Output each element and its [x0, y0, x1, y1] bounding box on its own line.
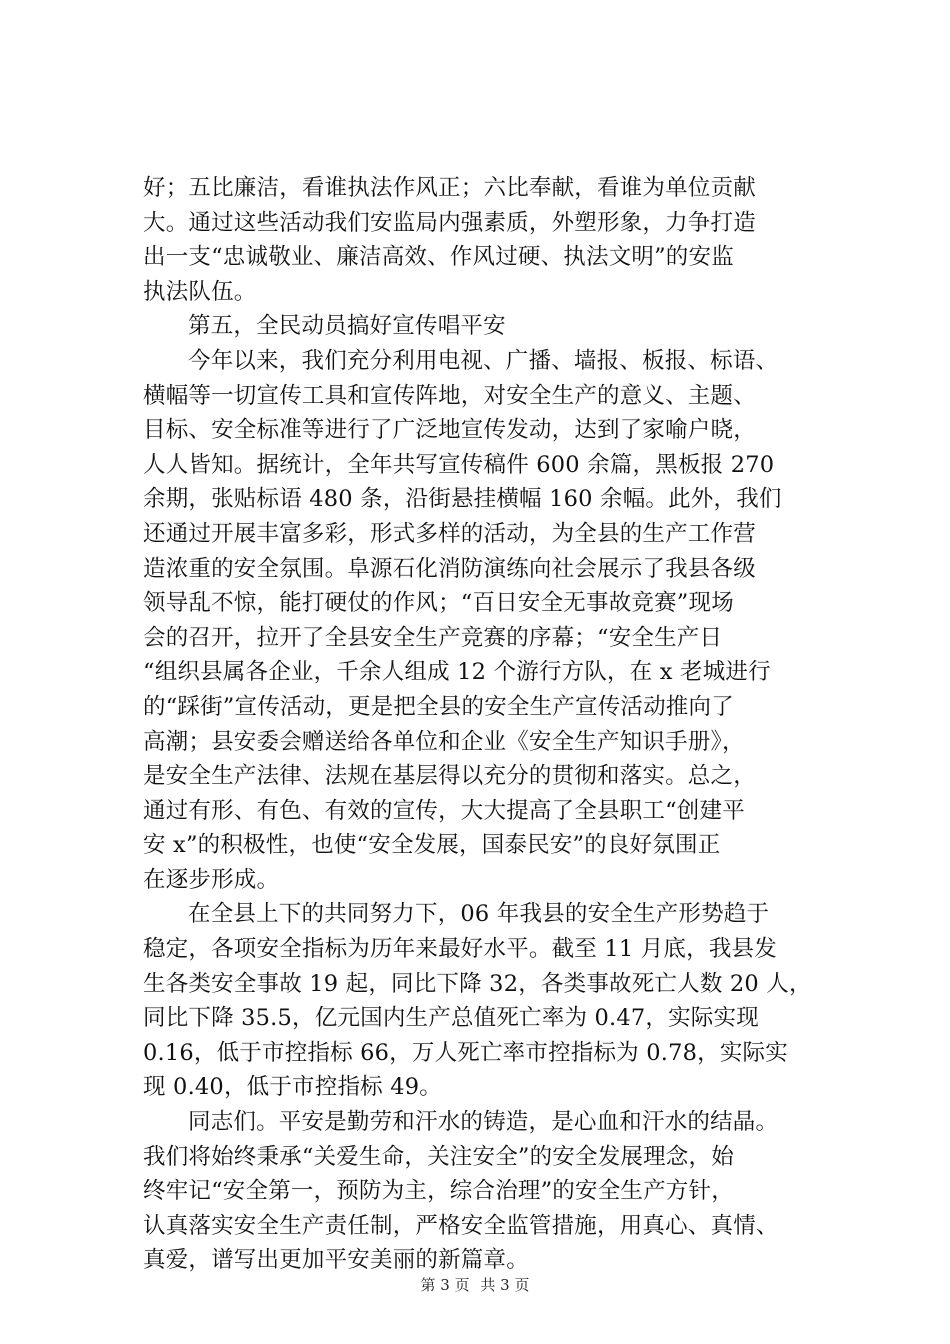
text-line: 是安全生产法律、法规在基层得以充分的贯彻和落实。总之，: [143, 763, 756, 790]
paragraph-start-line: 今年以来，我们充分利用电视、广播、墙报、板报、标语、: [188, 347, 779, 374]
paragraph-start-line: 同志们。平安是勤劳和汗水的铸造，是心血和汗水的结晶。: [188, 1109, 779, 1136]
text-line: 安 x”的积极性，也使“安全发展，国泰民安”的良好氛围正: [143, 832, 721, 859]
text-line: 会的召开，拉开了全县安全生产竞赛的序幕；“安全生产日: [143, 624, 723, 651]
text-line: 横幅等一切宣传工具和宣传阵地，对安全生产的意义、主题、: [143, 382, 756, 409]
text-line: 好；五比廉洁，看谁执法作风正；六比奉献，看谁为单位贡献: [143, 175, 756, 201]
text-line: 生各类安全事故 19 起，同比下降 32，各类事故死亡人数 20 人，: [143, 970, 812, 997]
text-line: 人人皆知。据统计，全年共写宣传稿件 600 余篇，黑板报 270: [143, 451, 775, 478]
text-line: 通过有形、有色、有效的宣传，大大提高了全县职工“创建平: [143, 797, 745, 824]
text-line: 出一支“忠诚敬业、廉洁高效、作风过硬、执法文明”的安监: [143, 244, 734, 271]
page-count: 共 3 页: [480, 1276, 530, 1294]
text-line: 还通过开展丰富多彩，形式多样的活动，为全县的生产工作营: [143, 520, 756, 547]
text-line: 领导乱不惊，能打硬仗的作风；“百日安全无事故竞赛”现场: [143, 590, 734, 617]
paragraph-start-line: 在全县上下的共同努力下，06 年我县的安全生产形势趋于: [188, 901, 770, 928]
page-footer: [0, 1275, 950, 1295]
document-body: [143, 171, 843, 1278]
text-line: 真爱，谱写出更加平安美丽的新篇章。: [143, 1247, 529, 1274]
text-line: 认真落实安全生产责任制，严格安全监管措施，用真心、真情、: [143, 1212, 779, 1239]
section-heading: 第五，全民动员搞好宣传唱平安: [188, 313, 506, 340]
text-line: 大。通过这些活动我们安监局内强素质，外塑形象，力争打造: [143, 209, 756, 236]
text-line: 高潮；县安委会赠送给各单位和企业《安全生产知识手册》，: [143, 728, 745, 755]
text-line: 的“踩街”宣传活动，更是把全县的安全生产宣传活动推向了: [143, 693, 734, 720]
text-line: 余期，张贴标语 480 条，沿街悬挂横幅 160 余幅。此外，我们: [143, 486, 782, 513]
text-line: 造浓重的安全氛围。阜源石化消防演练向社会展示了我县各级: [143, 555, 756, 582]
text-line: 在逐步形成。: [143, 866, 280, 893]
text-line: 0.16，低于市控指标 66，万人死亡率市控指标为 0.78，实际实: [143, 1039, 788, 1066]
text-line: 我们将始终秉承“关爱生命，关注安全”的安全发展理念，始: [143, 1143, 734, 1170]
text-line: “组织县属各企业，千余人组成 12 个游行方队，在 x 老城进行: [143, 659, 771, 686]
text-line: 目标、安全标准等进行了广泛地宣传发动，达到了家喻户晓，: [143, 417, 756, 444]
text-line: 现 0.40，低于市控指标 49。: [143, 1074, 442, 1101]
text-line: 稳定，各项安全指标为历年来最好水平。截至 11 月底，我县发: [143, 936, 777, 963]
text-line: 同比下降 35.5，亿元国内生产总值死亡率为 0.47，实际实现: [143, 1005, 759, 1032]
page-number: 第 3 页: [420, 1276, 470, 1294]
text-line: 执法队伍。: [143, 278, 257, 305]
text-line: 终牢记“安全第一，预防为主，综合治理”的安全生产方针，: [143, 1178, 734, 1205]
